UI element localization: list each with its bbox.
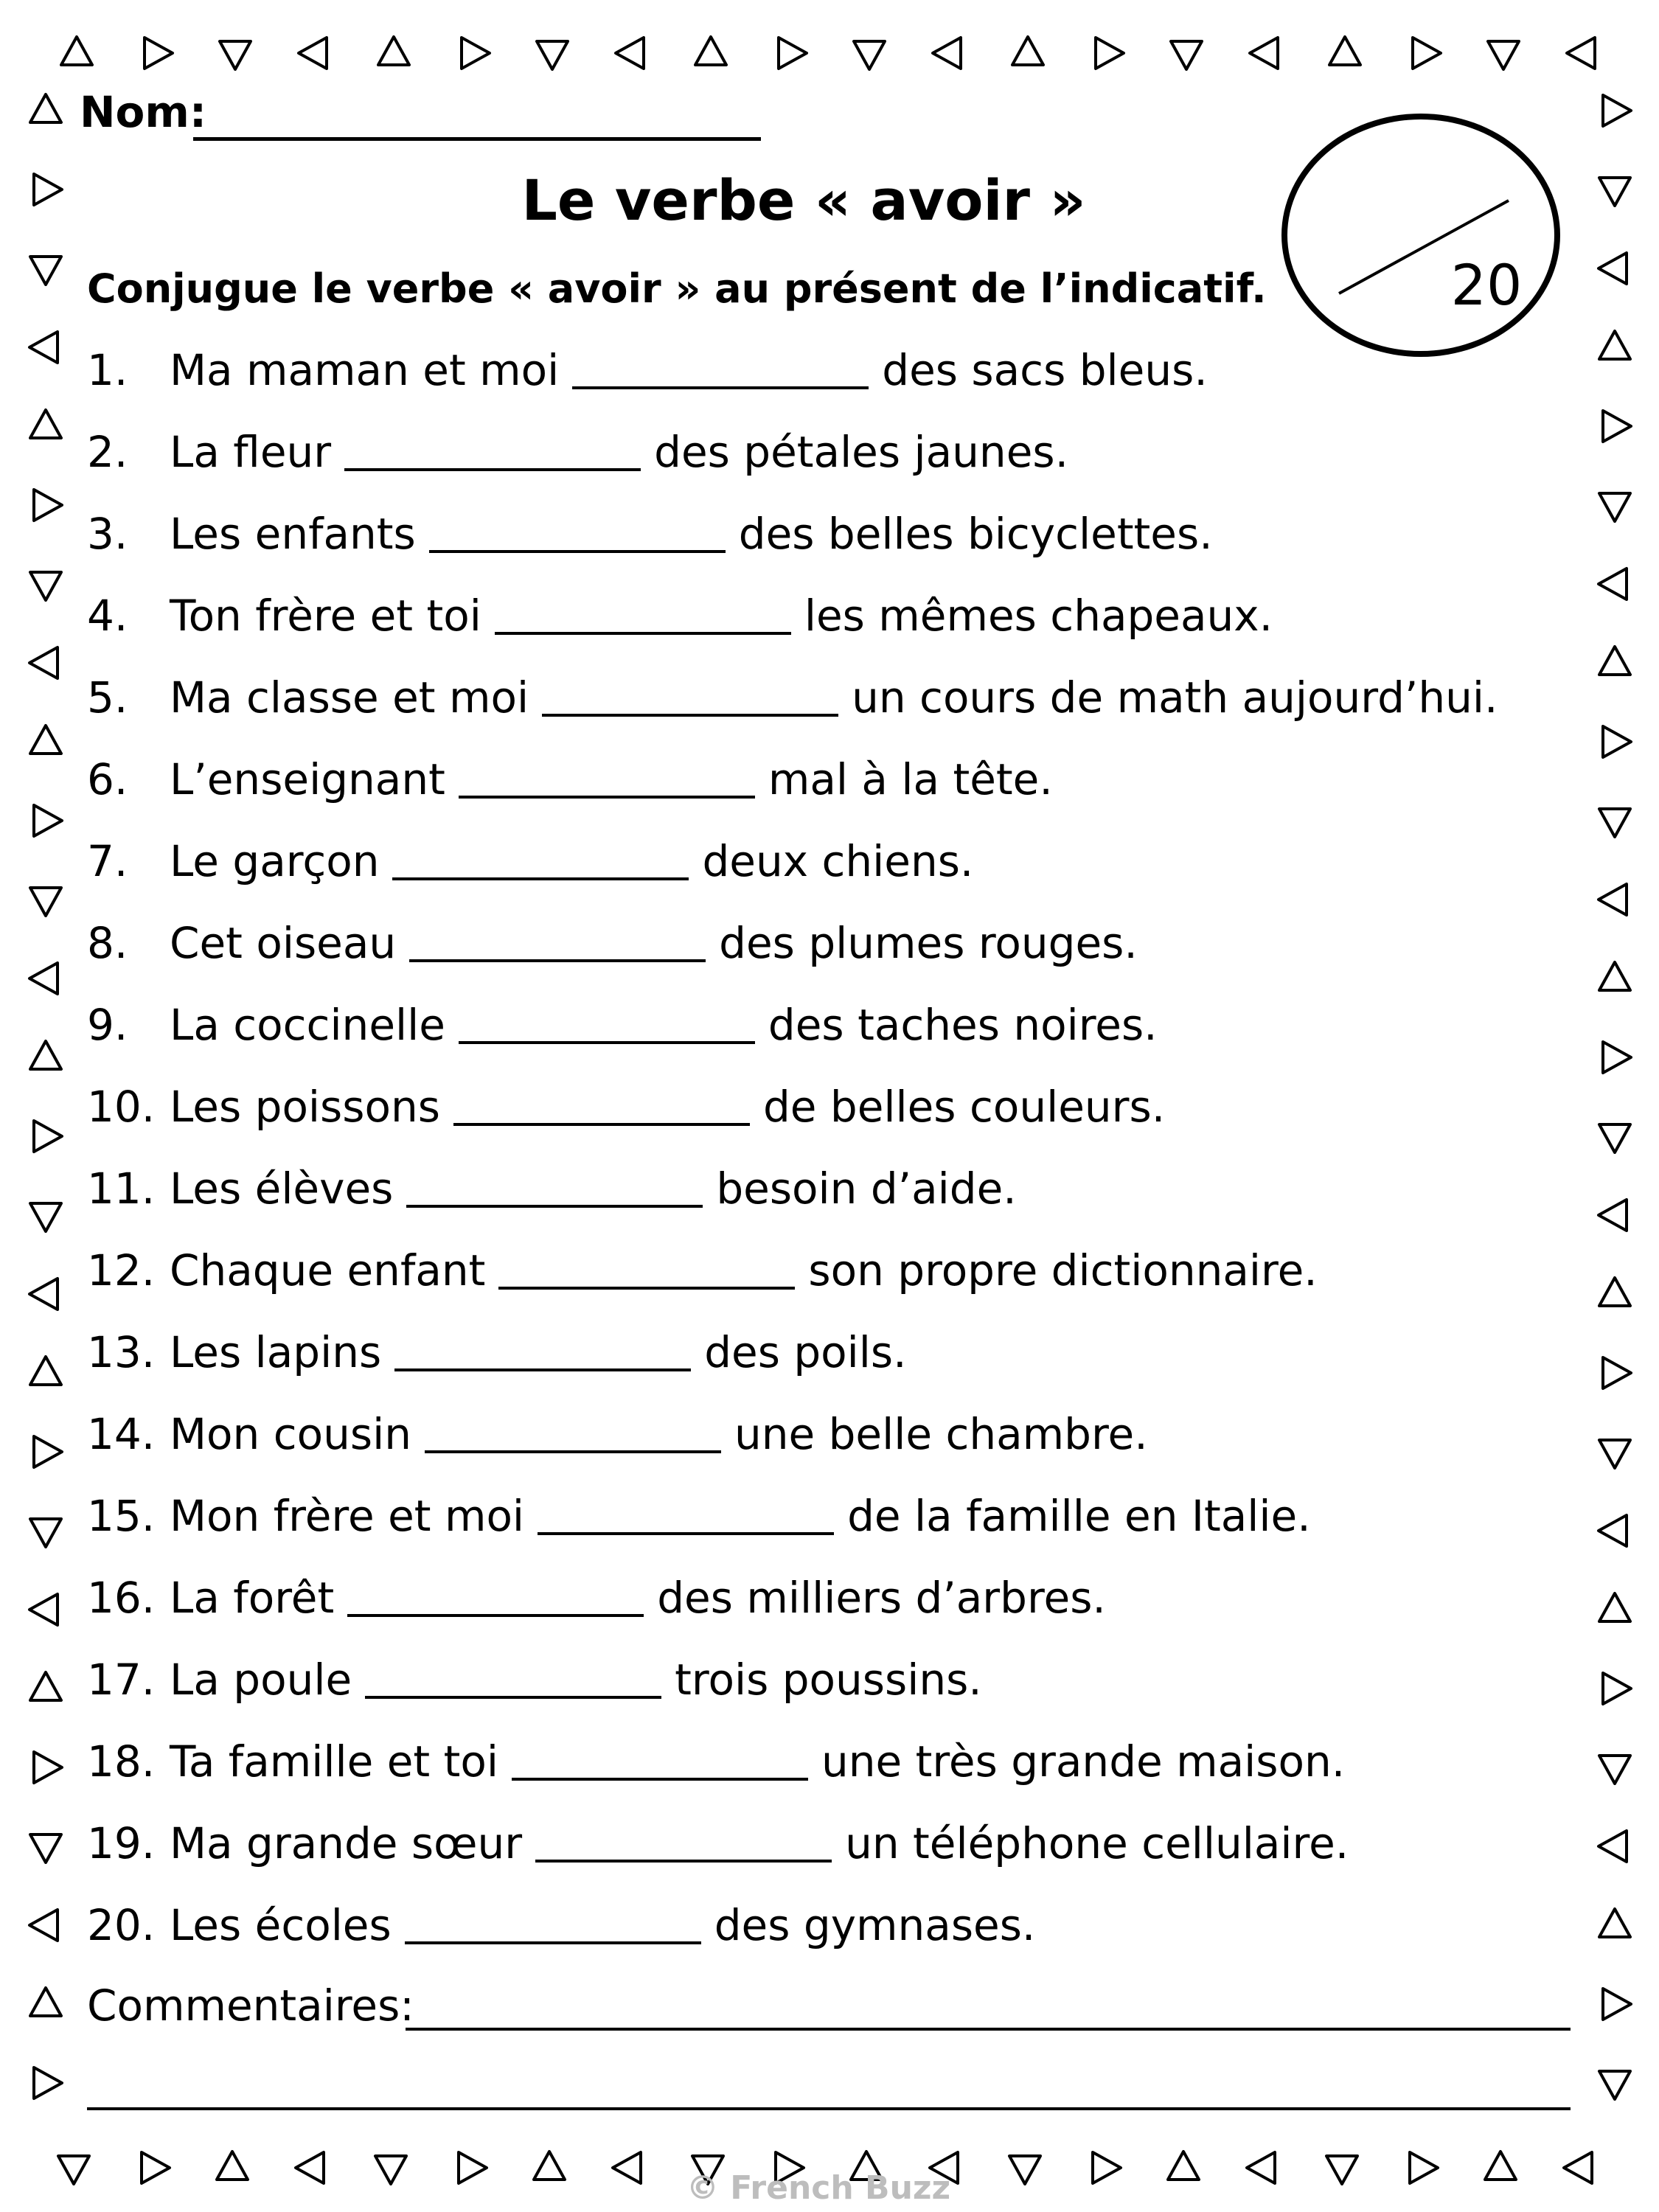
question-number: 19.: [87, 1818, 156, 1868]
question-number: 3.: [87, 509, 128, 559]
triangle-left-icon: [27, 1589, 65, 1627]
answer-blank[interactable]: [347, 1608, 644, 1617]
answer-blank[interactable]: [392, 872, 689, 880]
triangle-right-icon: [1596, 1668, 1634, 1706]
question-number: 13.: [87, 1327, 156, 1377]
question-text-before: Cet oiseau: [170, 918, 397, 968]
question-row: [87, 333, 1208, 407]
question-text-after: des sacs bleus.: [882, 345, 1208, 395]
question-number: 7.: [87, 836, 128, 886]
triangle-down-icon: [27, 1826, 65, 1864]
question-number: 17.: [87, 1655, 156, 1705]
triangle-down-icon: [372, 2147, 410, 2185]
triangle-down-icon: [1596, 169, 1634, 207]
triangle-down-icon: [1323, 2147, 1361, 2185]
triangle-left-icon: [613, 32, 651, 71]
answer-blank[interactable]: [405, 1935, 701, 1944]
triangle-up-icon: [27, 1668, 65, 1706]
question-number: 1.: [87, 345, 128, 395]
question-text-before: La forêt: [170, 1573, 335, 1623]
triangle-down-icon: [850, 32, 888, 71]
question-number: 8.: [87, 918, 128, 968]
triangle-up-icon: [692, 32, 730, 71]
triangle-left-icon: [1596, 879, 1634, 917]
question-row: [87, 1561, 1106, 1635]
triangle-right-icon: [1596, 90, 1634, 128]
question-text-before: Ma maman et moi: [170, 345, 560, 395]
question-row: [87, 906, 1138, 980]
question-number: 14.: [87, 1409, 156, 1459]
triangle-up-icon: [1596, 1589, 1634, 1627]
question-text-before: Mon cousin: [170, 1409, 411, 1459]
question-text-after: des poils.: [704, 1327, 907, 1377]
name-field[interactable]: [193, 137, 761, 141]
question-text-before: Le garçon: [170, 836, 380, 886]
question-text-after: mal à la tête.: [768, 754, 1053, 804]
answer-blank[interactable]: [542, 708, 838, 717]
answer-blank[interactable]: [538, 1526, 834, 1535]
question-text-before: Les enfants: [170, 509, 416, 559]
question-text-after: besoin d’aide.: [716, 1164, 1017, 1214]
triangle-right-icon: [451, 2147, 490, 2185]
question-text-after: un téléphone cellulaire.: [845, 1818, 1349, 1868]
triangle-down-icon: [1167, 32, 1206, 71]
answer-blank[interactable]: [572, 380, 869, 389]
triangle-down-icon: [27, 1510, 65, 1548]
question-text-after: une belle chambre.: [734, 1409, 1148, 1459]
answer-blank[interactable]: [429, 544, 726, 553]
triangle-up-icon: [1009, 32, 1047, 71]
triangle-right-icon: [27, 800, 65, 838]
comments-field-line-2[interactable]: [87, 2107, 1571, 2110]
question-text-before: La fleur: [170, 427, 332, 477]
question-text-after: de belles couleurs.: [762, 1082, 1166, 1132]
triangle-right-icon: [1596, 1037, 1634, 1075]
question-row: [87, 1806, 1349, 1880]
answer-blank[interactable]: [425, 1444, 721, 1453]
question-text-before: Mon frère et moi: [170, 1491, 525, 1541]
question-text-after: les mêmes chapeaux.: [804, 591, 1273, 641]
comments-label: Commentaires:: [87, 1980, 414, 2031]
question-number: 16.: [87, 1573, 156, 1623]
triangle-left-icon: [296, 32, 334, 71]
triangle-right-icon: [134, 2147, 173, 2185]
triangle-left-icon: [27, 1905, 65, 1943]
answer-blank[interactable]: [459, 790, 755, 799]
question-text-before: Les écoles: [170, 1900, 392, 1950]
triangle-right-icon: [1085, 2147, 1124, 2185]
triangle-up-icon: [58, 32, 96, 71]
answer-blank[interactable]: [409, 953, 706, 962]
question-row: [87, 824, 973, 898]
question-row: [87, 1479, 1311, 1553]
triangle-left-icon: [27, 1273, 65, 1312]
answer-blank[interactable]: [459, 1035, 755, 1044]
triangle-right-icon: [27, 169, 65, 207]
question-text-after: une très grande maison.: [821, 1736, 1346, 1787]
answer-blank[interactable]: [406, 1199, 703, 1208]
triangle-down-icon: [27, 1194, 65, 1233]
answer-blank[interactable]: [344, 462, 641, 471]
triangle-right-icon: [1402, 2147, 1441, 2185]
triangle-up-icon: [1596, 958, 1634, 996]
answer-blank[interactable]: [512, 1772, 808, 1781]
copyright-text: © French Buzz: [686, 2169, 951, 2207]
triangle-up-icon: [1596, 327, 1634, 365]
question-number: 10.: [87, 1082, 156, 1132]
question-row: [87, 415, 1068, 489]
question-text-before: Ma classe et moi: [170, 672, 529, 723]
triangle-down-icon: [1484, 32, 1523, 71]
triangle-right-icon: [1596, 721, 1634, 759]
triangle-right-icon: [771, 32, 810, 71]
triangle-right-icon: [1088, 32, 1127, 71]
triangle-up-icon: [27, 1352, 65, 1391]
triangle-left-icon: [27, 327, 65, 365]
triangle-down-icon: [27, 563, 65, 602]
question-number: 4.: [87, 591, 128, 641]
question-text-after: des pétales jaunes.: [654, 427, 1069, 477]
question-row: [87, 1397, 1148, 1471]
triangle-right-icon: [27, 2062, 65, 2101]
triangle-up-icon: [1596, 642, 1634, 681]
question-row: [87, 742, 1053, 816]
triangle-down-icon: [1596, 800, 1634, 838]
score-circle: [1281, 114, 1560, 357]
question-text-after: des belles bicyclettes.: [738, 509, 1213, 559]
question-text-after: de la famille en Italie.: [847, 1491, 1311, 1541]
question-number: 6.: [87, 754, 128, 804]
triangle-up-icon: [1596, 1905, 1634, 1943]
answer-blank[interactable]: [394, 1363, 691, 1371]
question-number: 9.: [87, 1000, 128, 1050]
question-text-before: Les élèves: [170, 1164, 394, 1214]
triangle-right-icon: [27, 1116, 65, 1154]
triangle-left-icon: [27, 642, 65, 681]
triangle-right-icon: [137, 32, 175, 71]
question-number: 11.: [87, 1164, 156, 1214]
triangle-right-icon: [27, 1431, 65, 1470]
triangle-left-icon: [293, 2147, 331, 2185]
triangle-right-icon: [454, 32, 493, 71]
triangle-up-icon: [1481, 2147, 1520, 2185]
triangle-right-icon: [1405, 32, 1444, 71]
triangle-up-icon: [27, 1037, 65, 1075]
triangle-down-icon: [1596, 1747, 1634, 1785]
triangle-right-icon: [1596, 1983, 1634, 2022]
question-row: [87, 1315, 907, 1389]
question-row: [87, 988, 1158, 1062]
triangle-up-icon: [27, 406, 65, 444]
page-title: Le verbe « avoir »: [521, 167, 1086, 233]
question-text-after: deux chiens.: [702, 836, 974, 886]
question-text-after: son propre dictionnaire.: [808, 1245, 1318, 1295]
question-number: 15.: [87, 1491, 156, 1541]
score-total: 20: [1450, 252, 1523, 318]
triangle-up-icon: [1164, 2147, 1203, 2185]
triangle-left-icon: [1596, 1510, 1634, 1548]
triangle-right-icon: [1596, 1352, 1634, 1391]
question-number: 12.: [87, 1245, 156, 1295]
triangle-left-icon: [1244, 2147, 1282, 2185]
question-row: [87, 497, 1213, 571]
triangle-right-icon: [27, 484, 65, 523]
question-text-before: L’enseignant: [170, 754, 445, 804]
question-row: [87, 1725, 1345, 1798]
answer-blank[interactable]: [365, 1690, 661, 1699]
question-number: 18.: [87, 1736, 156, 1787]
triangle-down-icon: [27, 248, 65, 286]
question-text-after: des plumes rouges.: [719, 918, 1138, 968]
comments-field-line-1[interactable]: [406, 2028, 1571, 2031]
triangle-down-icon: [27, 879, 65, 917]
triangle-up-icon: [27, 721, 65, 759]
question-text-before: Ton frère et toi: [170, 591, 481, 641]
triangle-up-icon: [530, 2147, 568, 2185]
triangle-up-icon: [213, 2147, 251, 2185]
triangle-down-icon: [216, 32, 254, 71]
name-label: Nom:: [80, 87, 207, 137]
triangle-down-icon: [1596, 1116, 1634, 1154]
question-text-after: des milliers d’arbres.: [657, 1573, 1106, 1623]
answer-blank[interactable]: [453, 1117, 750, 1126]
triangle-right-icon: [27, 1747, 65, 1785]
triangle-left-icon: [1596, 563, 1634, 602]
answer-blank[interactable]: [535, 1854, 832, 1863]
triangle-right-icon: [1596, 406, 1634, 444]
triangle-left-icon: [1561, 2147, 1599, 2185]
question-row: [87, 1234, 1318, 1307]
triangle-down-icon: [533, 32, 571, 71]
triangle-up-icon: [27, 90, 65, 128]
question-text-after: des gymnases.: [714, 1900, 1036, 1950]
question-text-before: Ta famille et toi: [170, 1736, 498, 1787]
question-number: 2.: [87, 427, 128, 477]
question-text-after: un cours de math aujourd’hui.: [852, 672, 1498, 723]
question-text-before: Ma grande sœur: [170, 1818, 523, 1868]
instruction-text: Conjugue le verbe « avoir » au présent de l’indicatif.: [87, 265, 1267, 312]
question-number: 5.: [87, 672, 128, 723]
triangle-left-icon: [930, 32, 968, 71]
triangle-down-icon: [1596, 484, 1634, 523]
question-row: [87, 1070, 1165, 1144]
question-number: 20.: [87, 1900, 156, 1950]
question-text-before: Chaque enfant: [170, 1245, 486, 1295]
question-text-before: Les lapins: [170, 1327, 382, 1377]
question-row: [87, 1643, 982, 1717]
triangle-down-icon: [55, 2147, 93, 2185]
triangle-up-icon: [27, 1983, 65, 2022]
triangle-left-icon: [1247, 32, 1285, 71]
triangle-up-icon: [1596, 1273, 1634, 1312]
answer-blank[interactable]: [498, 1281, 795, 1290]
question-text-after: des taches noires.: [768, 1000, 1158, 1050]
triangle-up-icon: [1326, 32, 1364, 71]
question-row: [87, 1152, 1017, 1225]
triangle-left-icon: [27, 958, 65, 996]
triangle-down-icon: [1006, 2147, 1044, 2185]
question-row: [87, 579, 1273, 653]
question-row: [87, 661, 1498, 734]
answer-blank[interactable]: [495, 626, 791, 635]
triangle-down-icon: [1596, 1431, 1634, 1470]
triangle-down-icon: [1596, 2062, 1634, 2101]
question-text-before: Les poissons: [170, 1082, 440, 1132]
triangle-left-icon: [1596, 1826, 1634, 1864]
question-text-before: La coccinelle: [170, 1000, 445, 1050]
question-row: [87, 1888, 1035, 1962]
triangle-left-icon: [1564, 32, 1602, 71]
triangle-left-icon: [1596, 248, 1634, 286]
triangle-up-icon: [375, 32, 413, 71]
question-text-before: La poule: [170, 1655, 352, 1705]
question-text-after: trois poussins.: [675, 1655, 982, 1705]
triangle-left-icon: [1596, 1194, 1634, 1233]
